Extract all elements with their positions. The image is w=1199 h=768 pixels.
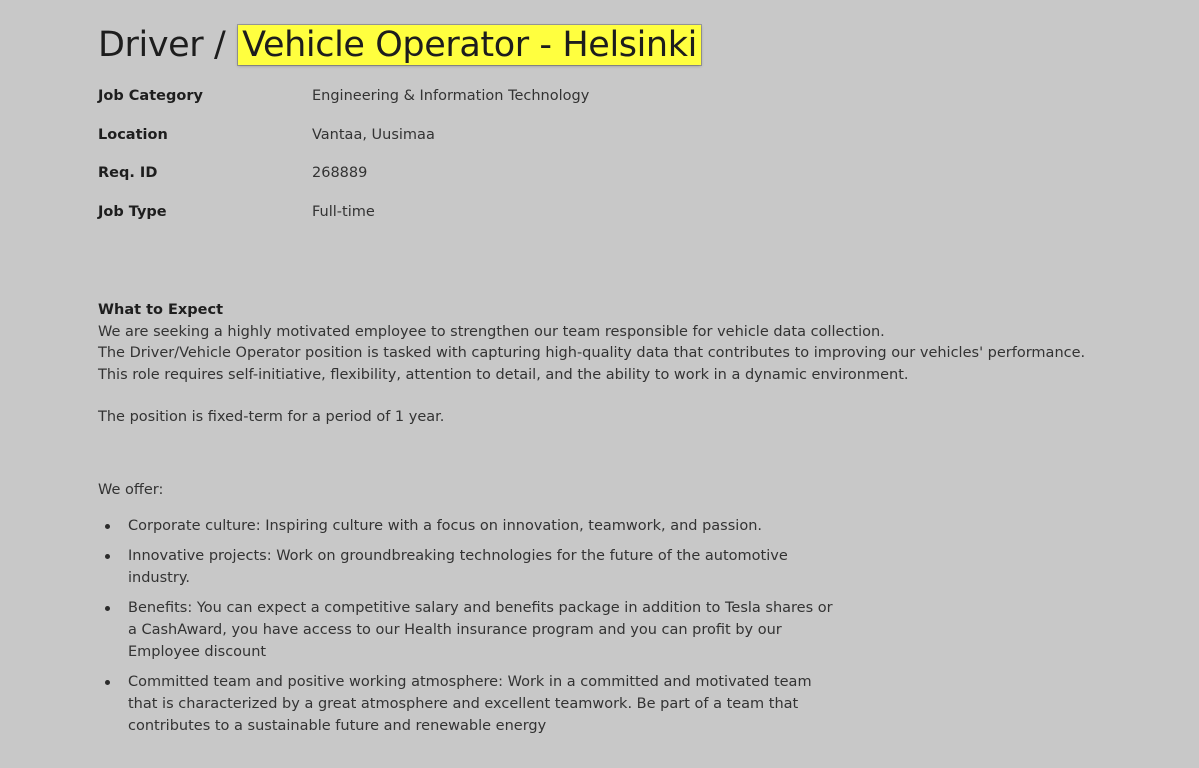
job-type-label: Job Type (98, 203, 167, 220)
bullet-icon (105, 606, 110, 611)
offer-text: Corporate culture: Inspiring culture with a focus on innovation, teamwork, and passion. (128, 518, 762, 534)
offer-text: Innovative projects: Work on groundbreaking technologies for the future of the automotive industry. (128, 548, 788, 587)
job-title-prefix: Driver / (98, 25, 226, 65)
req-id-value: 268889 (312, 165, 368, 181)
list-item (98, 516, 838, 538)
offer-text: Committed team and positive working atmosphere: Work in a committed and motivated team that is characterized by a great atmosphere and excellent teamwork. Be part of a team that contributes to a sustainable future and renewable energy (128, 674, 812, 734)
req-id-label: Req. ID (98, 165, 158, 181)
what-to-expect-heading: What to Expect (98, 302, 224, 318)
bullet-icon (105, 680, 110, 685)
list-item (98, 598, 838, 663)
job-category-value: Engineering & Information Technology (312, 88, 590, 104)
list-item (98, 546, 838, 590)
location-label: Location (98, 126, 168, 143)
offer-text: Benefits: You can expect a competitive salary and benefits package in addition to Tesla shares or a CashAward, you have access to our Health insurance program and you can profit by our Employee discount (128, 600, 833, 660)
job-category-label: Job Category (98, 88, 203, 104)
description-paragraph-2: The Driver/Vehicle Operator position is tasked with capturing high-quality data that contributes to improving our vehicles' performance. This role requires self-initiative, flexibility, attention to detail, and the ability to work in a dynamic environment. (98, 345, 1086, 383)
offer-list (98, 516, 838, 746)
description-paragraph-1: We are seeking a highly motivated employee to strengthen our team responsible for vehicle data collection. (98, 323, 885, 340)
fixed-term-paragraph: The position is fixed-term for a period of 1 year. (98, 409, 445, 425)
we-offer-label: We offer: (98, 482, 164, 498)
job-type-row (98, 201, 589, 240)
job-category-row (98, 85, 589, 124)
location-row (98, 124, 589, 163)
bullet-icon (105, 524, 110, 529)
bullet-icon (105, 554, 110, 559)
req-id-row (98, 162, 589, 201)
job-title (98, 22, 701, 68)
job-details-table (98, 85, 589, 239)
location-value: Vantaa, Uusimaa (312, 126, 435, 143)
job-type-value: Full-time (312, 203, 375, 220)
job-description (98, 300, 1088, 429)
list-item (98, 672, 838, 737)
highlighted-job-title: Vehicle Operator - Helsinki (238, 25, 701, 65)
